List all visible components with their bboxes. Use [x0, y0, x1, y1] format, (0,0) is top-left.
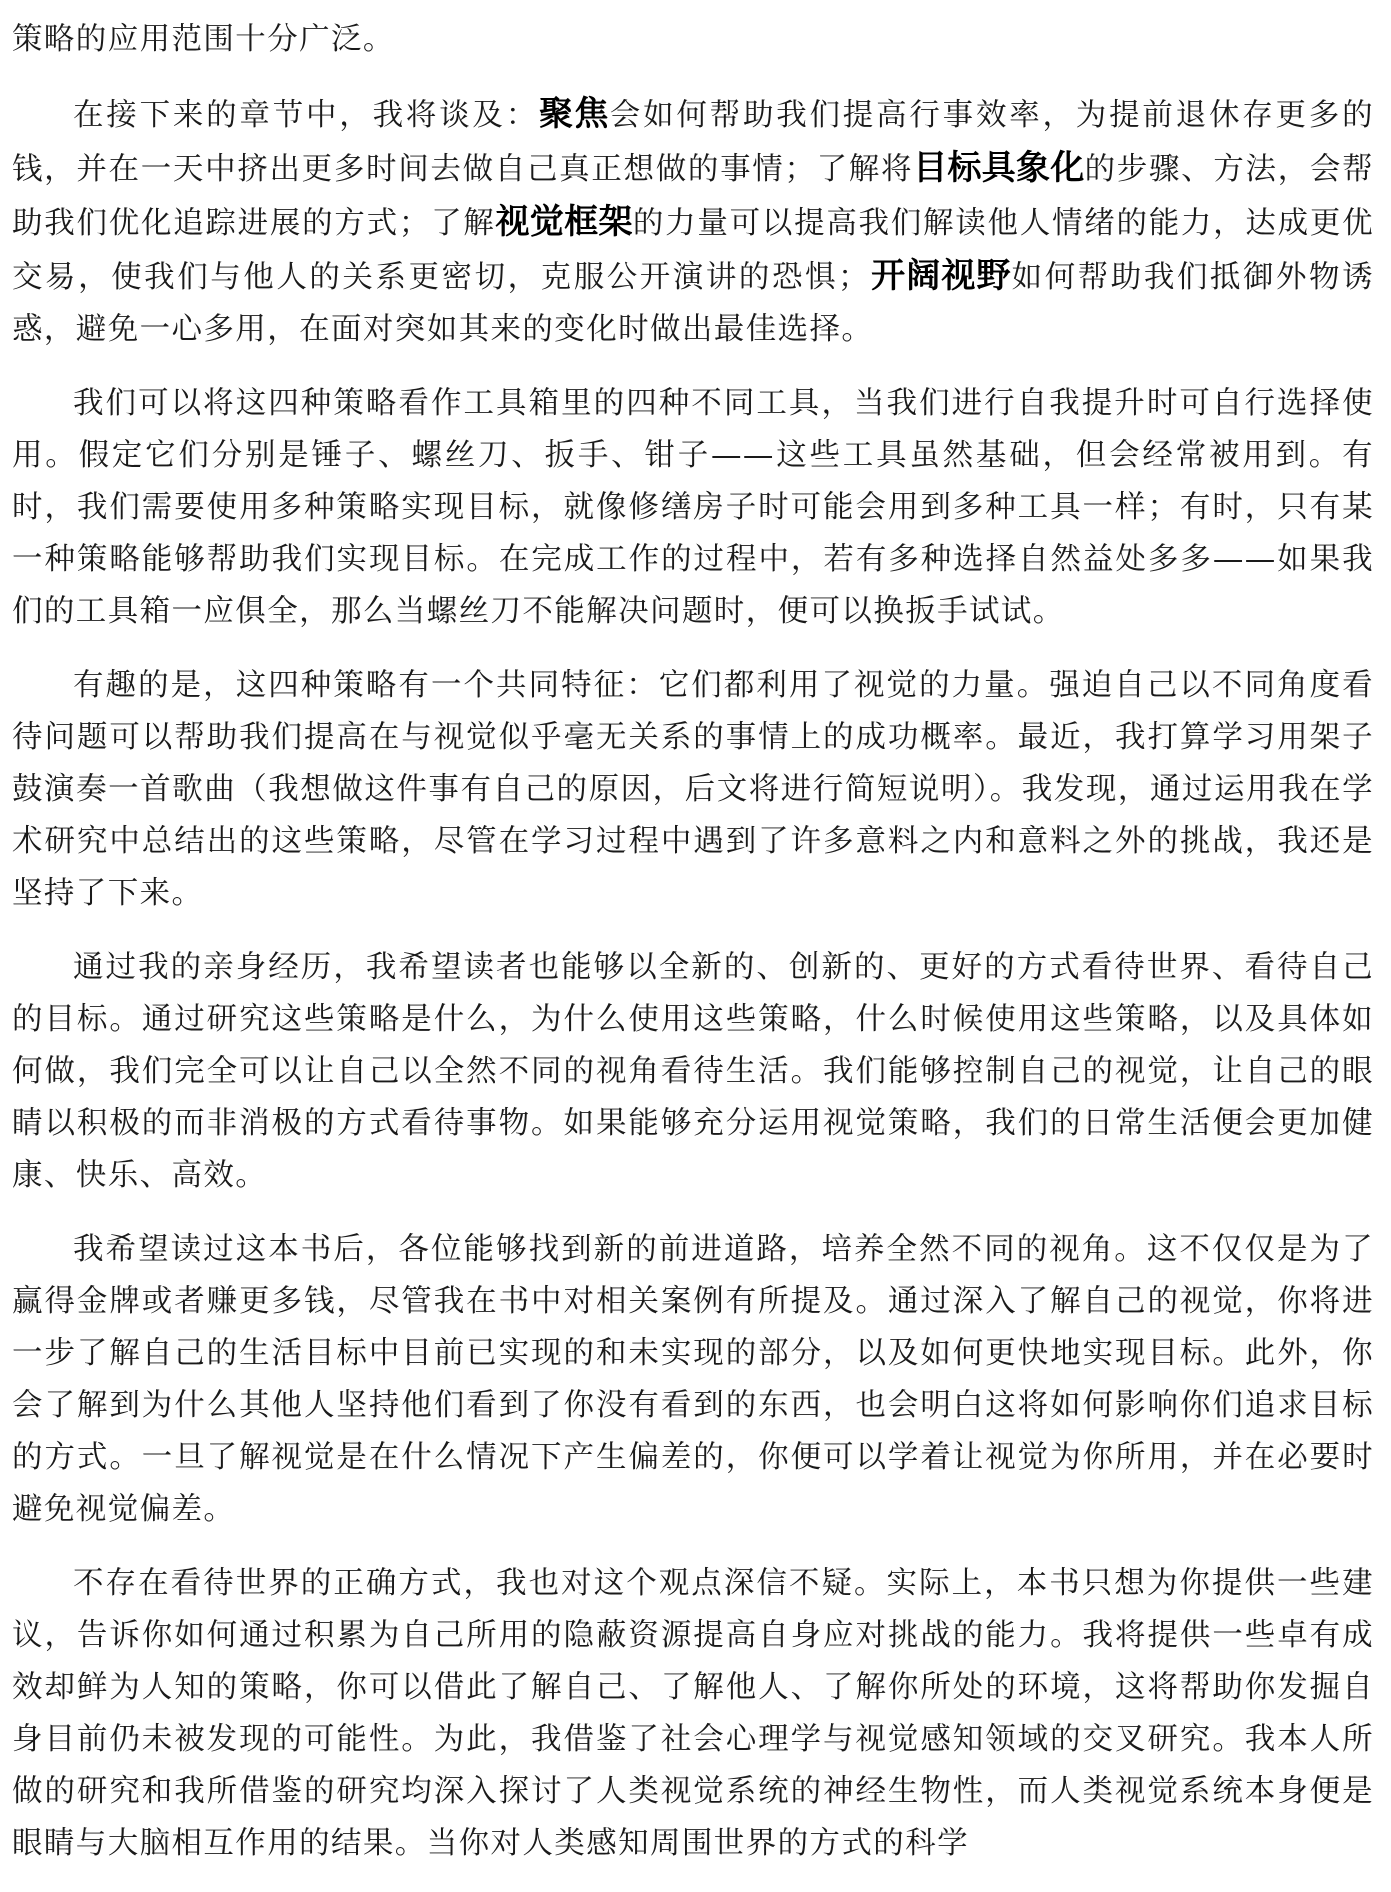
paragraph-text: 不存在看待世界的正确方式，我也对这个观点深信不疑。实际上，本书只想为你提供一些建议，告诉你如何通过积累为自己所用的隐蔽资源提高自身应对挑战的能力。我将提供一些卓有成效却鲜为人知的策略，你可以借此了解自己、了解他人、了解你所处的环境，这将帮助你发掘自身目前仍未被发现的可能性。为此，我借鉴了社会心理学与视觉感知领域的交叉研究。我本人所做的研究和我所借鉴的研究均深入探讨了人类视觉系统的神经生物性，而人类视觉系统本身便是眼睛与大脑相互作用的结果。当你对人类感知周围世界的方式的科学 — [12, 1566, 1374, 1861]
paragraph-text: 通过我的亲身经历，我希望读者也能够以全新的、创新的、更好的方式看待世界、看待自己的目标。通过研究这些策略是什么，为什么使用这些策略，什么时候使用这些策略，以及具体如何做，我们完全可以让自己以全然不同的视角看待生活。我们能够控制自己的视觉，让自己的眼睛以积极的而非消极的方式看待事物。如果能够充分运用视觉策略，我们的日常生活便会更加健康、快乐、高效。 — [12, 950, 1374, 1193]
paragraph-text: 我们可以将这四种策略看作工具箱里的四种不同工具，当我们进行自我提升时可自行选择使用。假定它们分别是锤子、螺丝刀、扳手、钳子——这些工具虽然基础，但会经常被用到。有时，我们需要使用多种策略实现目标，就像修缮房子时可能会用到多种工具一样；有时，只有某一种策略能够帮助我们实现目标。在完成工作的过程中，若有多种选择自然益处多多——如果我们的工具箱一应俱全，那么当螺丝刀不能解决问题时，便可以换扳手试试。 — [12, 386, 1374, 629]
paragraph — [12, 1558, 1374, 1870]
paragraph — [12, 378, 1374, 638]
keyword-highlight: 开阔视野 — [869, 256, 1012, 296]
paragraph — [12, 942, 1374, 1202]
paragraph-text: 的力量可以提高我们解读他人情绪的能力，达成更优交易，使我们与他人的关系更密切，克服公开演讲的恐惧； — [12, 206, 1375, 295]
keyword-highlight: 目标具象化 — [913, 148, 1085, 188]
paragraph-text: 会如何帮助我们提高行事效率，为提前退休存更多的钱，并在一天中挤出更多时间去做自己真正想做的事情；了解将 — [12, 98, 1374, 187]
paragraph-text: 的步骤、方法，会帮助我们优化追踪进展的方式；了解 — [12, 152, 1375, 241]
paragraph — [12, 88, 1374, 356]
paragraph — [12, 14, 1374, 66]
paragraph-text: 我希望读过这本书后，各位能够找到新的前进道路，培养全然不同的视角。这不仅仅是为了赢得金牌或者赚更多钱，尽管我在书中对相关案例有所提及。通过深入了解自己的视觉，你将进一步了解自己的生活目标中目前已实现的和未实现的部分，以及如何更快地实现目标。此外，你会了解到为什么其他人坚持他们看到了你没有看到的东西，也会明白这将如何影响你们追求目标的方式。一旦了解视觉是在什么情况下产生偏差的，你便可以学着让视觉为你所用，并在必要时避免视觉偏差。 — [12, 1232, 1374, 1527]
paragraph — [12, 660, 1374, 920]
paragraph-text: 如何帮助我们抵御外物诱惑，避免一心多用，在面对突如其来的变化时做出最佳选择。 — [12, 260, 1374, 347]
book-page — [12, 14, 1374, 1892]
paragraph — [12, 1224, 1374, 1536]
paragraph-text: 有趣的是，这四种策略有一个共同特征：它们都利用了视觉的力量。强迫自己以不同角度看待问题可以帮助我们提高在与视觉似乎毫无关系的事情上的成功概率。最近，我打算学习用架子鼓演奏一首歌曲（我想做这件事有自己的原因，后文将进行简短说明）。我发现，通过运用我在学术研究中总结出的这些策略，尽管在学习过程中遇到了许多意料之内和意料之外的挑战，我还是坚持了下来。 — [12, 668, 1374, 911]
paragraph-text: 在接下来的章节中，我将谈及： — [73, 98, 540, 133]
keyword-highlight: 视觉框架 — [495, 202, 633, 242]
keyword-highlight: 聚焦 — [539, 94, 610, 134]
paragraph-text: 策略的应用范围十分广泛。 — [12, 22, 395, 57]
